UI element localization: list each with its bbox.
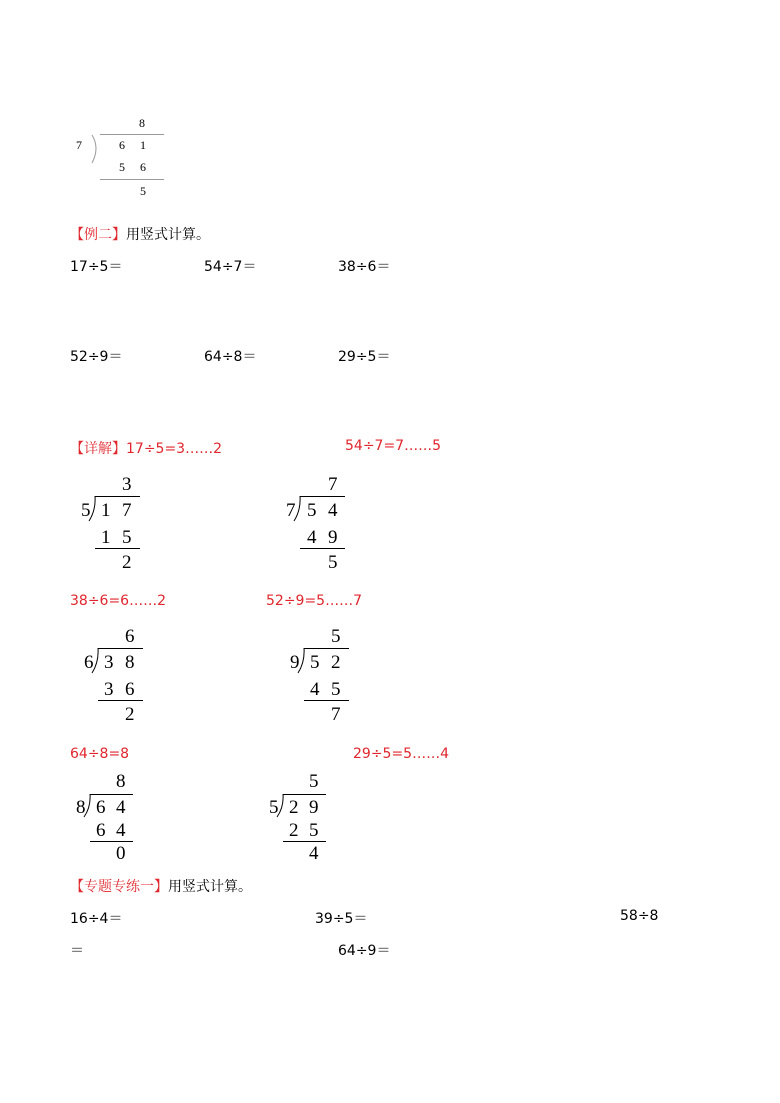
remainder: 4 <box>309 843 319 864</box>
dividend-digit: 1 <box>140 138 146 152</box>
practice1-heading <box>70 876 252 896</box>
division-bracket-icon <box>276 794 286 818</box>
product-digit: 2 <box>289 820 299 841</box>
quotient-digit: 6 <box>125 626 135 647</box>
remainder: 7 <box>331 704 341 725</box>
subtraction-line <box>95 548 140 549</box>
divisor: 9 <box>290 652 300 673</box>
subtraction-line <box>90 841 133 842</box>
problem: 54÷7＝ <box>204 259 257 275</box>
dividend-digit: 5 <box>310 652 320 673</box>
problem: 17÷5＝ <box>70 259 123 275</box>
division-bar <box>90 794 133 795</box>
dividend-digit: 5 <box>307 500 317 521</box>
product-digit: 5 <box>331 679 341 700</box>
remainder: 5 <box>328 552 338 573</box>
solution-label: 【详解】 <box>70 441 126 457</box>
dividend-digit: 6 <box>96 797 106 818</box>
division-bracket-icon <box>88 496 98 522</box>
quotient-digit: 5 <box>309 771 319 792</box>
subtraction-line <box>304 700 349 701</box>
problem: 58÷8 <box>620 908 659 924</box>
problem: 64÷8＝ <box>204 349 257 365</box>
quotient-digit: 5 <box>331 626 341 647</box>
division-bar <box>300 496 345 497</box>
product-digit: 1 <box>101 527 111 548</box>
solution-heading <box>70 438 222 458</box>
dividend-digit: 2 <box>331 652 341 673</box>
subtraction-line <box>100 179 164 180</box>
problem: 52÷9＝ <box>70 349 123 365</box>
product-digit: 6 <box>96 820 106 841</box>
division-bracket-icon <box>293 496 303 522</box>
dividend-digit: 7 <box>122 500 132 521</box>
subtraction-line <box>98 700 143 701</box>
remainder: 0 <box>116 843 126 864</box>
quotient-digit: 8 <box>116 771 126 792</box>
dividend-digit: 2 <box>289 797 299 818</box>
solution-result: 52÷9=5……7 <box>266 593 362 609</box>
product-digit: 9 <box>328 527 338 548</box>
divisor: 7 <box>76 138 82 152</box>
quotient-digit: 8 <box>139 116 145 130</box>
dividend-digit: 4 <box>328 500 338 521</box>
division-bracket-icon <box>91 648 101 674</box>
problem: 38÷6＝ <box>338 259 391 275</box>
subtraction-line <box>300 548 345 549</box>
problem: 64÷9＝ <box>338 943 391 959</box>
dividend-digit: 6 <box>119 138 125 152</box>
subtraction-line <box>283 841 326 842</box>
product-digit: 4 <box>307 527 317 548</box>
division-bar <box>304 648 349 649</box>
division-bar <box>98 648 143 649</box>
solution-result: 29÷5=5……4 <box>353 746 449 762</box>
quotient-digit: 3 <box>122 474 132 495</box>
practice1-instruction: 用竖式计算。 <box>168 879 252 895</box>
problem: 39÷5＝ <box>315 911 368 927</box>
remainder: 2 <box>122 552 132 573</box>
divisor: 8 <box>76 797 86 818</box>
dividend-digit: 4 <box>116 797 126 818</box>
example2-instruction: 用竖式计算。 <box>126 227 210 243</box>
solution-result: 64÷8=8 <box>70 746 130 762</box>
product-digit: 3 <box>104 679 114 700</box>
problem-continuation: ＝ <box>70 943 84 959</box>
solution-result: 17÷5=3……2 <box>126 441 222 457</box>
product-digit: 4 <box>116 820 126 841</box>
dividend-digit: 8 <box>125 652 135 673</box>
product-digit: 5 <box>119 160 125 174</box>
remainder: 2 <box>125 704 135 725</box>
practice1-label: 【专题专练一】 <box>70 879 168 895</box>
division-bracket-icon <box>83 794 93 818</box>
quotient-digit: 7 <box>328 474 338 495</box>
product-digit: 4 <box>310 679 320 700</box>
product-digit: 5 <box>122 527 132 548</box>
division-bracket-icon <box>297 648 307 674</box>
dividend-digit: 3 <box>104 652 114 673</box>
divisor: 5 <box>81 500 91 521</box>
divisor: 5 <box>269 797 279 818</box>
division-bracket-icon <box>90 134 100 164</box>
example2-label: 【例二】 <box>70 227 126 243</box>
dividend-digit: 1 <box>101 500 111 521</box>
division-bar <box>95 496 140 497</box>
divisor: 6 <box>84 652 94 673</box>
product-digit: 5 <box>309 820 319 841</box>
product-digit: 6 <box>140 160 146 174</box>
remainder: 5 <box>140 184 146 198</box>
solution-result: 54÷7=7……5 <box>345 438 441 454</box>
problem: 29÷5＝ <box>338 349 391 365</box>
solution-result: 38÷6=6……2 <box>70 593 166 609</box>
divisor: 7 <box>286 500 296 521</box>
dividend-digit: 9 <box>309 797 319 818</box>
division-bar <box>283 794 326 795</box>
problem: 16÷4＝ <box>70 911 123 927</box>
product-digit: 6 <box>125 679 135 700</box>
example2-heading <box>70 224 210 244</box>
division-bar <box>100 134 164 135</box>
